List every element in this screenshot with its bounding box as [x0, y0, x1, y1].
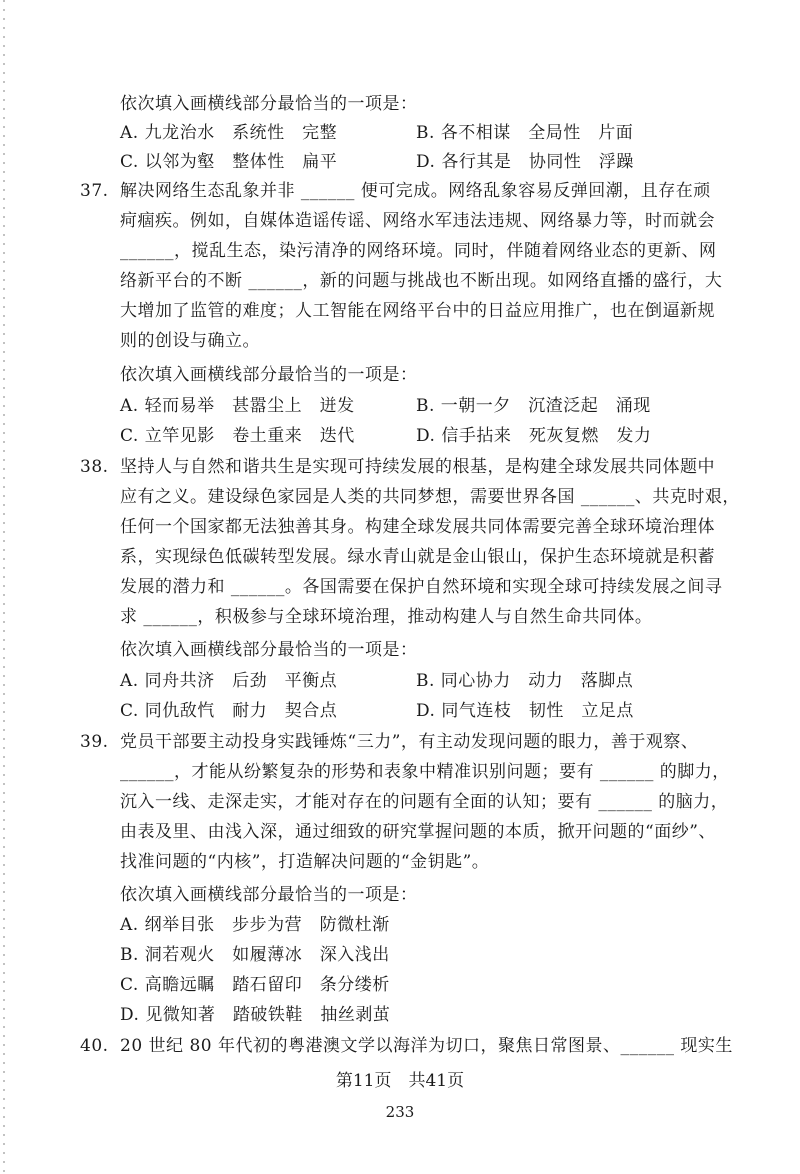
q36-option-a: A. 九龙治水 系统性 完整: [120, 123, 338, 143]
q37-number: 37.: [80, 181, 109, 201]
q37-option-a: A. 轻而易举 甚嚣尘上 迸发: [120, 396, 355, 416]
q37-line-6: 则的创设与确立。: [120, 331, 260, 351]
q38-option-a: A. 同舟共济 后劲 平衡点: [120, 671, 338, 691]
q37-line-3: ______，搅乱生态，染污清净的网络环境。同时，伴随着网络业态的更新、网: [120, 241, 717, 261]
exam-page: 依次填入画横线部分最恰当的一项是： A. 九龙治水 系统性 完整 B. 各不相谋 全局性 片面 C. 以邻为壑 整体性 扁平 D. 各行其是 协同性 浮躁 37. 解决网络生态乱象并非 ______ 便可完成。网络乱象容易反弹回潮，且存在顽 疴痼疾。例如，自媒体造谣传谣、网络水军违法违规、网络暴力等，时而就会 ______，搅乱生态，染污清净的网络环境。同时，伴随着网络业态的更新、网 络新平台的不断 ______，新的问题与挑战也不断出现。如网络直播的盛行，大 大增加了监管的难度；人工智能在网络平台中的日益应用推广，也在倒逼新规 则的创设与确立。 依次填入画横线部分最恰当的一项是： A. 轻而易举 甚嚣尘上 迸发 B. 一朝一夕 沉渣泛起 涌现 C. 立竿见影 卷土重来 迭代 D. 信手拈来 死灰复燃 发力 38. 坚持人与自然和谐共生是实现可持续发展的根基，是构建全球发展共同体题中 应有之义。建设绿色家园是人类的共同梦想，需要世界各国 ______、共克时艰， 任何一个国家都无法独善其身。构建全球发展共同体需要完善全球环境治理体 系，实现绿色低碳转型发展。绿水青山就是金山银山，保护生态环境就是积蓄 发展的潜力和 ______。各国需要在保护自然环境和实现全球可持续发展之间寻 求 ______，积极参与全球环境治理，推动构建人与自然生命共同体。 依次填入画横线部分最恰当的一项是： A. 同舟共济 后劲 平衡点 B. 同心协力 动力 落脚点 C. 同仇敌忾 耐力 契合点 D. 同气连枝 韧性 立足点 39. 党员干部要主动投身实践锤炼“三力”，有主动发现问题的眼力，善于观察、 ______，才能从纷繁复杂的形势和表象中精准识别问题；要有 ______ 的脚力， 沉入一线、走深走实，才能对存在的问题有全面的认知；要有 ______ 的脑力， 由表及里、由浅入深，通过细致的研究掌握问题的本质，掀开问题的“面纱”、 找准问题的“内核”，打造解决问题的“金钥匙”。 依次填入画横线部分最恰当的一项是： A. 纲举目张 步步为营 防微杜渐 B. 洞若观火 如履薄冰 深入浅出 C. 高瞻远瞩 踏石留印 条分缕析 D. 见微知著 踏破铁鞋 抽丝剥茧 40. 20 世纪 80 年代初的粤港澳文学以海洋为切口，聚焦日常图景、______ 现实生 第11页 共41页 233: [0, 0, 800, 1174]
q38-option-c: C. 同仇敌忾 耐力 契合点: [120, 701, 338, 721]
q38-line-2: 应有之义。建设绿色家园是人类的共同梦想，需要世界各国 ______、共克时艰，: [120, 487, 740, 507]
q39-option-b: B. 洞若观火 如履薄冰 深入浅出: [120, 945, 390, 965]
q39-prompt: 依次填入画横线部分最恰当的一项是：: [120, 885, 418, 905]
q36-prompt: 依次填入画横线部分最恰当的一项是：: [120, 94, 418, 114]
q39-line-3: 沉入一线、走深走实，才能对存在的问题有全面的认知；要有 ______ 的脑力，: [120, 792, 729, 812]
q37-option-b: B. 一朝一夕 沉渣泛起 涌现: [416, 396, 651, 416]
q38-number: 38.: [80, 457, 109, 477]
q37-line-2: 疴痼疾。例如，自媒体造谣传谣、网络水军违法违规、网络暴力等，时而就会: [120, 211, 715, 231]
q37-line-5: 大增加了监管的难度；人工智能在网络平台中的日益应用推广，也在倒逼新规: [120, 301, 715, 321]
page-number: 233: [385, 1103, 415, 1121]
q39-line-4: 由表及里、由浅入深，通过细致的研究掌握问题的本质，掀开问题的“面纱”、: [120, 822, 716, 842]
q39-line-2: ______，才能从纷繁复杂的形势和表象中精准识别问题；要有 ______ 的脚力，: [120, 762, 730, 782]
q38-line-5: 发展的潜力和 ______。各国需要在保护自然环境和实现全球可持续发展之间寻: [120, 577, 723, 597]
q36-option-c: C. 以邻为壑 整体性 扁平: [120, 152, 338, 172]
q38-prompt: 依次填入画横线部分最恰当的一项是：: [120, 640, 418, 660]
q37-prompt: 依次填入画横线部分最恰当的一项是：: [120, 365, 418, 385]
q36-option-d: D. 各行其是 协同性 浮躁: [416, 152, 634, 172]
q39-option-a: A. 纲举目张 步步为营 防微杜渐: [120, 915, 390, 935]
q38-option-b: B. 同心协力 动力 落脚点: [416, 671, 634, 691]
q38-option-d: D. 同气连枝 韧性 立足点: [416, 701, 634, 721]
q37-option-c: C. 立竿见影 卷土重来 迭代: [120, 426, 355, 446]
q39-option-d: D. 见微知著 踏破铁鞋 抽丝剥茧: [120, 1005, 391, 1025]
q38-line-4: 系，实现绿色低碳转型发展。绿水青山就是金山银山，保护生态环境就是积蓄: [120, 547, 715, 567]
q38-line-6: 求 ______，积极参与全球环境治理，推动构建人与自然生命共同体。: [120, 607, 653, 627]
q37-line-4: 络新平台的不断 ______，新的问题与挑战也不断出现。如网络直播的盛行，大: [120, 271, 723, 291]
q38-line-3: 任何一个国家都无法独善其身。构建全球发展共同体需要完善全球环境治理体: [120, 517, 715, 537]
page-counter: 第11页 共41页: [335, 1071, 465, 1091]
q39-number: 39.: [80, 732, 109, 752]
scan-edge-marks: [3, 0, 5, 1174]
q39-option-c: C. 高瞻远瞩 踏石留印 条分缕析: [120, 975, 390, 995]
q36-option-b: B. 各不相谋 全局性 片面: [416, 123, 634, 143]
q37-option-d: D. 信手拈来 死灰复燃 发力: [416, 426, 652, 446]
q40-number: 40.: [80, 1036, 109, 1056]
q39-line-5: 找准问题的“内核”，打造解决问题的“金钥匙”。: [120, 852, 490, 872]
